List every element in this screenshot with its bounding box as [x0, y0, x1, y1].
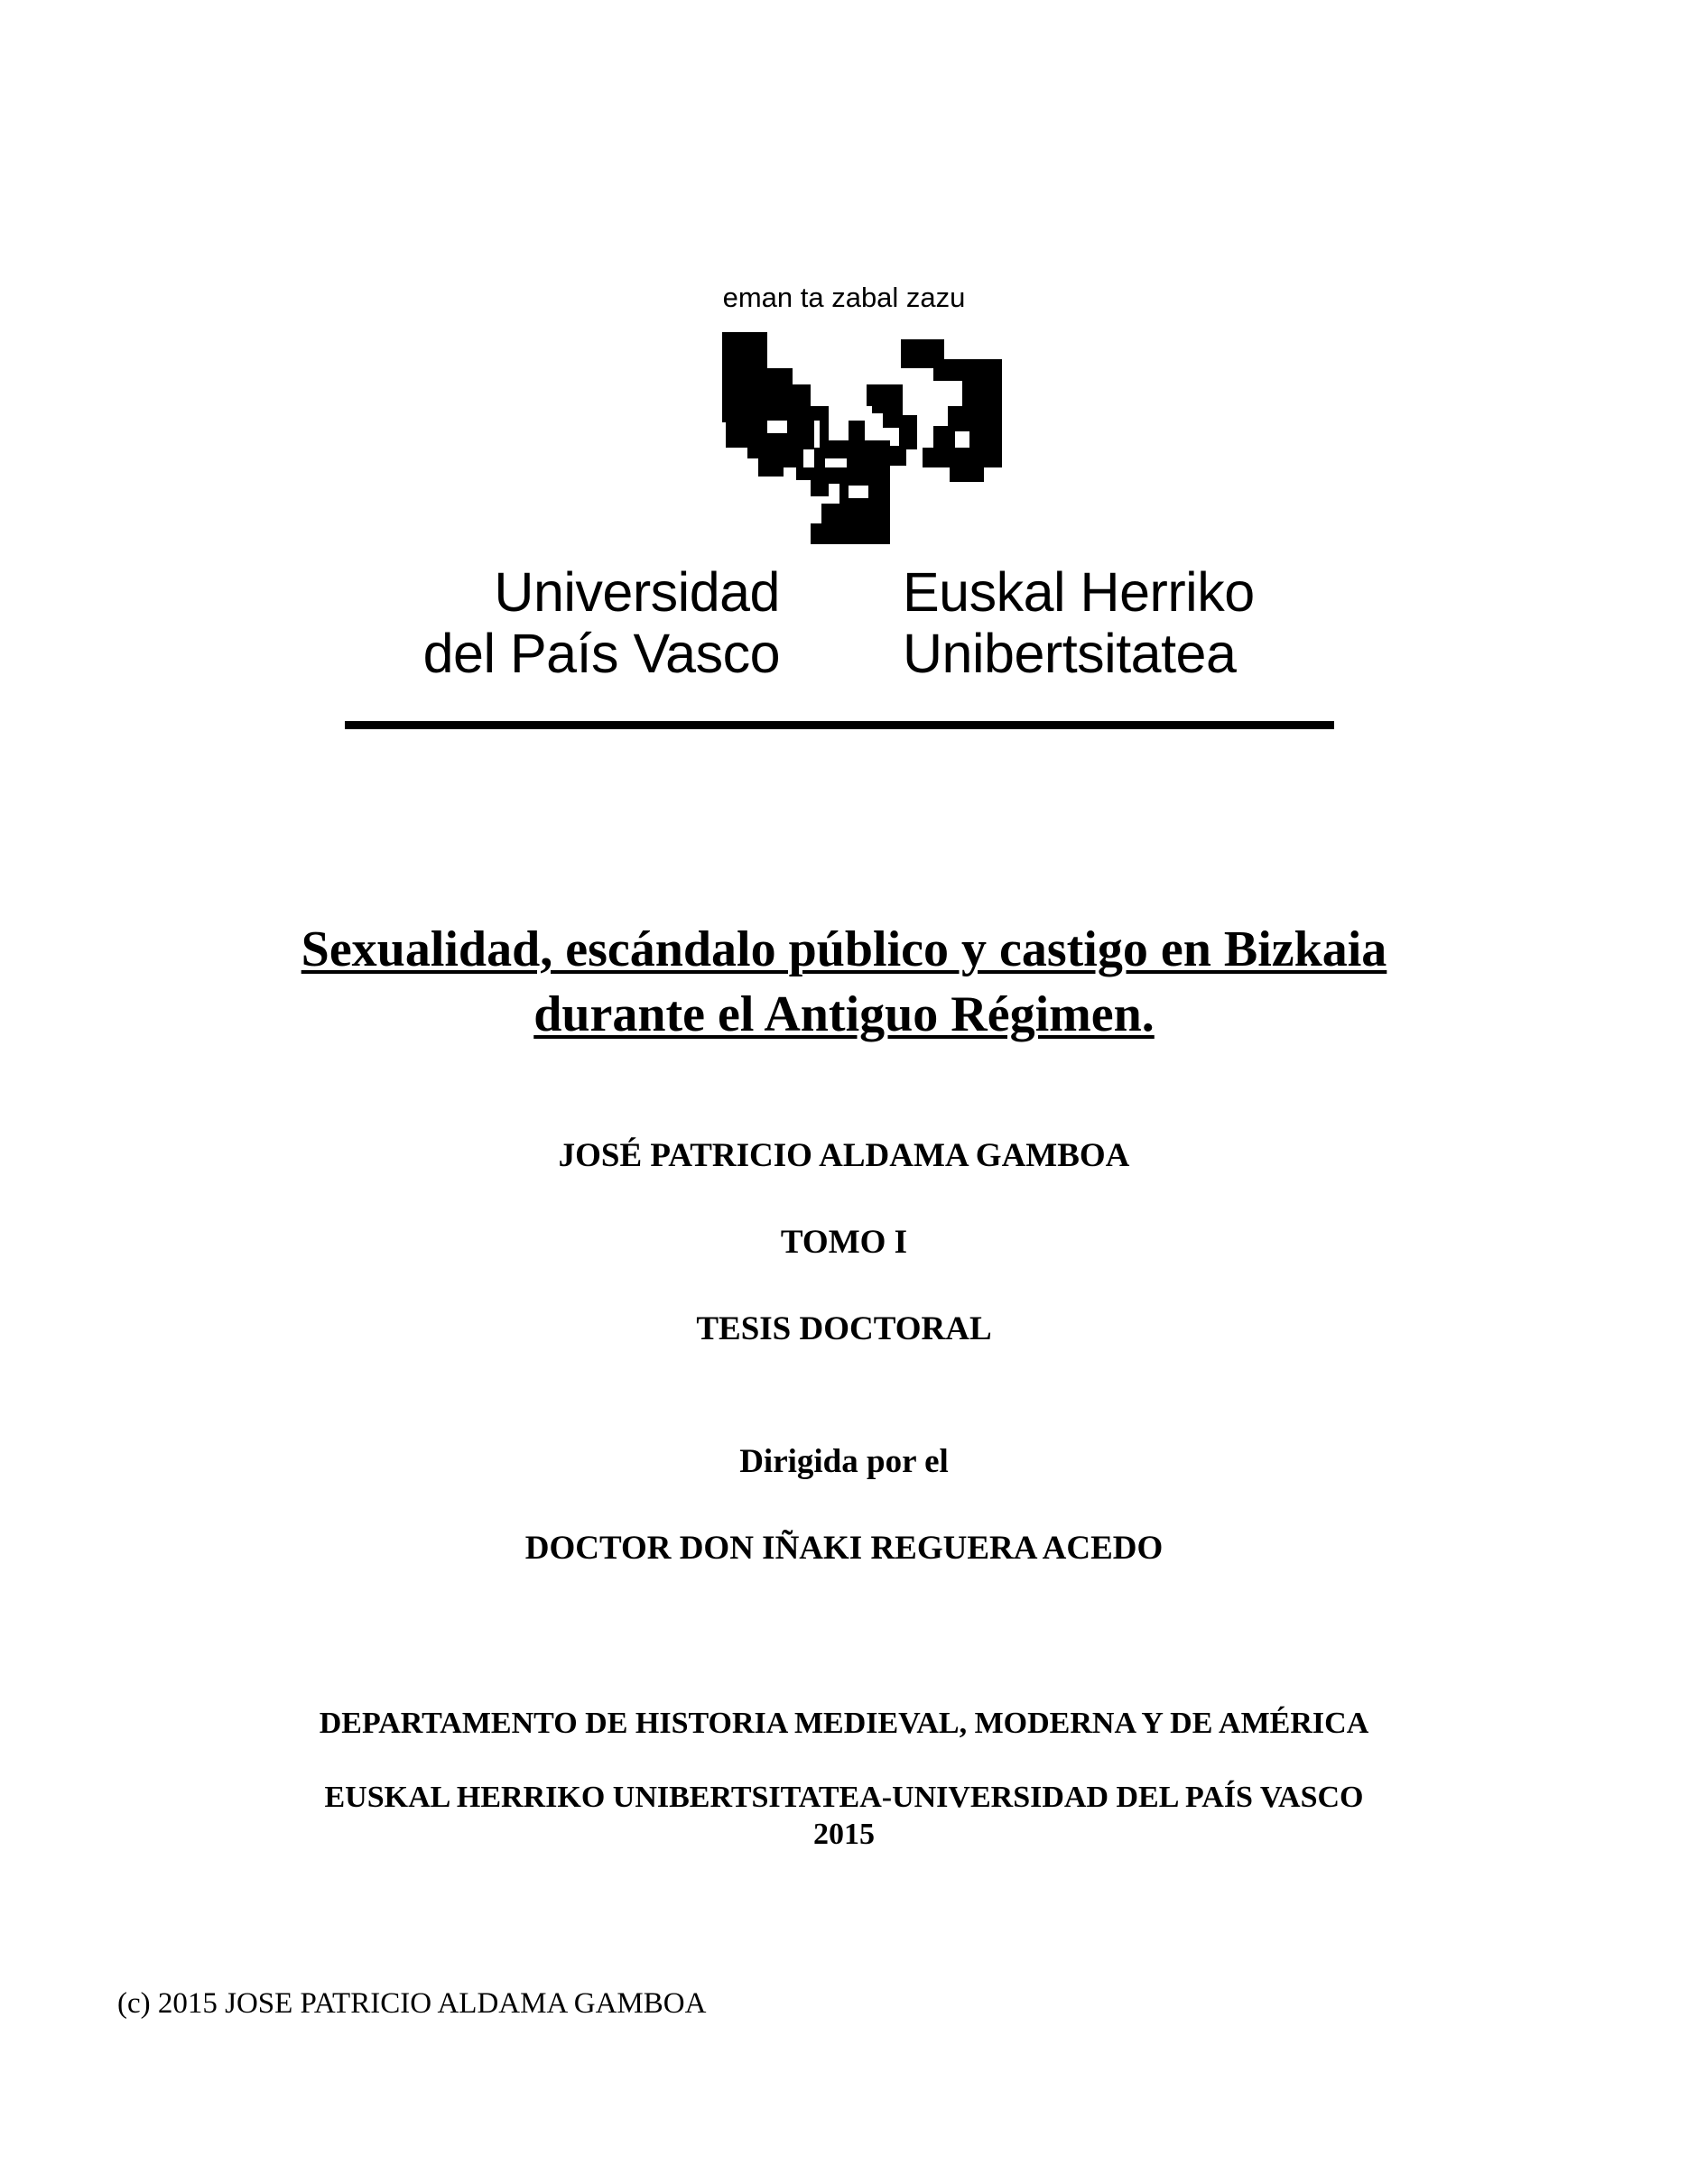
university-name-es-line1: Universidad — [494, 561, 780, 623]
logo-divider — [345, 721, 1334, 729]
director-name: DOCTOR DON IÑAKI REGUERA ACEDO — [524, 1530, 1164, 1567]
thesis-title-line1: Sexualidad, escándalo público y castigo en Bizkaia — [301, 921, 1387, 977]
logo-motto: eman ta zabal zazu — [722, 282, 966, 313]
author-name: JOSÉ PATRICIO ALDAMA GAMBOA — [558, 1137, 1130, 1174]
document-type: TESIS DOCTORAL — [696, 1310, 992, 1347]
directed-by-label: Dirigida por el — [739, 1443, 949, 1480]
university-full-name: EUSKAL HERRIKO UNIBERTSITATEA-UNIVERSIDAD DEL PAÍS VASCO — [324, 1781, 1364, 1814]
university-name-basque — [903, 561, 1255, 684]
university-name-es-line2: del País Vasco — [422, 623, 780, 684]
university-emblem-icon — [713, 332, 1011, 544]
year: 2015 — [813, 1818, 875, 1851]
volume-label: TOMO I — [780, 1224, 908, 1261]
thesis-title-line2: durante el Antiguo Régimen. — [533, 986, 1155, 1042]
university-name-eu-line1: Euskal Herriko — [903, 561, 1255, 623]
university-name-eu-line2: Unibertsitatea — [903, 623, 1237, 684]
university-name-spanish — [423, 561, 780, 684]
department-name: DEPARTAMENTO DE HISTORIA MEDIEVAL, MODERNA Y DE AMÉRICA — [319, 1707, 1369, 1740]
copyright-notice: (c) 2015 JOSE PATRICIO ALDAMA GAMBOA — [117, 1987, 707, 2020]
thesis-title — [0, 917, 1688, 1047]
